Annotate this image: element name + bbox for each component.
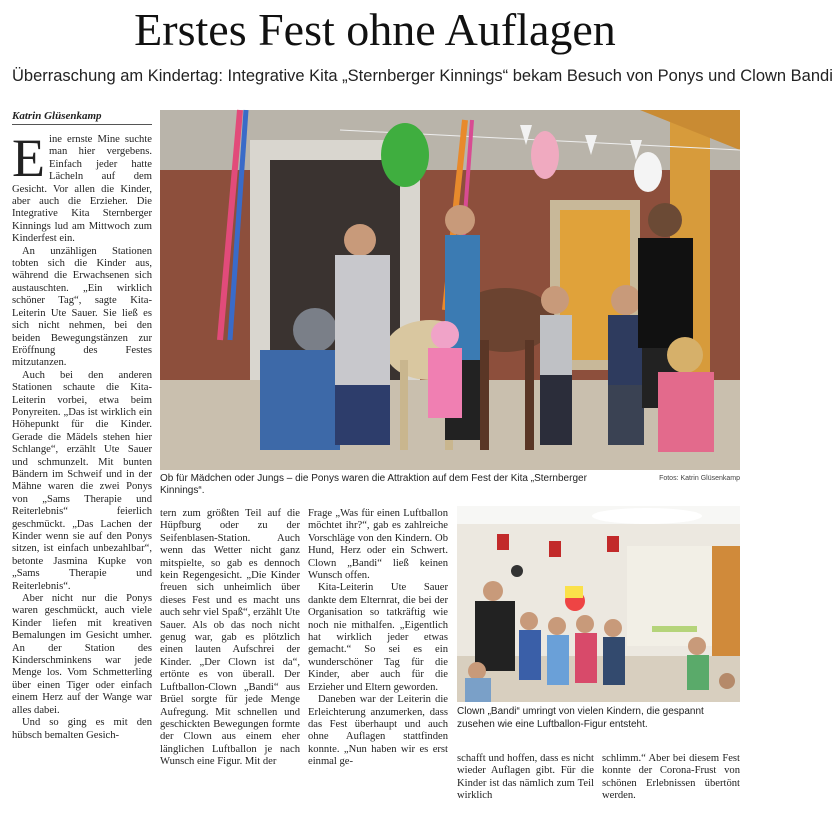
- paragraph: Und so ging es mit den hübsch bemalten Gesich-: [12, 717, 152, 741]
- paragraph: tern zum größten Teil auf die Hüpfburg oder zu der Seifenblasen-Station. Auch wenn das Wetter nicht ganz mitspielte, so gab es dennoch kein Regengesicht. „Die Kinder freuen sich unheimlich über dieses Fest und es macht uns auch sehr viel Spaß“, erzählt Ute Sauer. Als ob das noch nicht genug war, gab es plötzlich einen lauten Aufschrei der Kinder. „Der Clown ist da“, ertönte es von überall. Der Luftballon-Clown „Bandi“ aus Brüel sorgte für jede Menge Aufregung. Mit schnellen und geschickten Bewegungen formte der Clown aus einem eher länglichen Luftballon je nach Wunsch eine Figur. Mit der: [160, 508, 300, 768]
- text-column-5: [602, 753, 740, 813]
- paragraph: Aber nicht nur die Ponys waren geschmückt, auch viele Kinder liefen mit kreativen Bemalungen im Gesicht umher. An der Station des Kinderschminkens war jede Menge los. Vom Schmetterling über einen Tiger oder einfach einem Herz auf der Wange war alles dabei.: [12, 593, 152, 716]
- clown-photo-illustration: [457, 506, 740, 702]
- paragraph: Daneben war der Leiterin die Erleichterung anzumerken, dass das Fest überhaupt und auch ohne Auflagen stattfinden konnte. „Nun haben wir es erst einmal ge-: [308, 694, 448, 768]
- article-headline: Erstes Fest ohne Auflagen: [134, 4, 616, 55]
- text-column-2: [160, 508, 300, 813]
- text-column-4: [457, 753, 594, 813]
- drop-cap: E: [12, 128, 45, 188]
- author-byline: Katrin Glüsenkamp: [12, 110, 152, 125]
- text-column-3: [308, 508, 448, 813]
- paragraph: Kita-Leiterin Ute Sauer dankte dem Elternrat, die bei der Organisation so tatkräftig wie noch nie mithalfen. „Eigentlich hat wirklich jeder etwas gemacht.“ So sei es ein wunderschöner Tag für die Kinder, aber auch für die Erzieher und Eltern geworden.: [308, 582, 448, 693]
- pony-photo-illustration: [160, 110, 740, 470]
- article-subheadline: Überraschung am Kindertag: Integrative Kita „Sternberger Kinnings“ bekam Besuch von Ponys und Clown Bandi: [12, 67, 833, 85]
- photo-caption: Ob für Mädchen oder Jungs – die Ponys waren die Attraktion auf dem Fest der Kita „Sternberger Kinnings“.: [160, 473, 587, 496]
- paragraph: Auch bei den anderen Stationen schaute die Kita-Leiterin vorbei, etwa beim Ponyreiten. „Das ist wirklich ein Höhepunkt für die Kinder. Gerade die Mädels stehen hier Schlange“, erzählt Ute Sauer und schmunzelt. Mit bunten Bändern im Schweif und in der Mähne waren die zwei Ponys von „Sams Therapie und Reiterlebnis“ feierlich geschmückt. „Das Lachen der Kinder wenn sie auf den Ponys sitzen, ist einfach unbezahlbar“, betonte Jasmina Kupke von „Sams Therapie und Reiterlebnis“.: [12, 369, 152, 592]
- photo-caption-2: Clown „Bandi“ umringt von vielen Kindern, die gespannt zusehen wie eine Luftballon-Figur entsteht.: [457, 706, 704, 730]
- paragraph: An unzähligen Stationen tobten sich die Kinder aus, während die Erwachsenen sich austauschten. „Ein wirklich schöner Tag“, sagte Kita-Leiterin Ute Sauer. Sie ließ es sich nicht nehmen, bei den beiden Bewegungstänzen zur Eröffnung des Festes mitzutanzen.: [12, 245, 152, 369]
- paragraph: Frage „Was für einen Luftballon möchtet ihr?“, gab es zahlreiche Vorschläge von den Kindern. Ob Hund, Herz oder ein Schwert. Clown „Bandi“ ließ keinen Wunsch offen.: [308, 508, 448, 582]
- photo-credit: Fotos: Katrin Glüsenkamp: [659, 475, 740, 482]
- paragraph: schafft und hoffen, dass es nicht wieder Auflagen gibt. Für die Kinder ist das nämlich zum Teil wirklich: [457, 753, 594, 802]
- paragraph: schlimm.“ Aber bei diesem Fest konnte der Corona-Frust von schönen Erlebnissen übertönt werden.: [602, 753, 740, 802]
- paragraph: ine ernste Mine suchte man hier vergebens. Einfach jeder hatte Lächeln auf dem Gesicht. Vor allen die Kinder, aber auch die Erzieher. Die Integrative Kita Sternberger Kinnings lud am Mittwoch zum Kinderfest ein.: [12, 134, 152, 245]
- text-column-1: [12, 128, 152, 814]
- pony-photo: [160, 110, 740, 470]
- clown-photo: [457, 506, 740, 702]
